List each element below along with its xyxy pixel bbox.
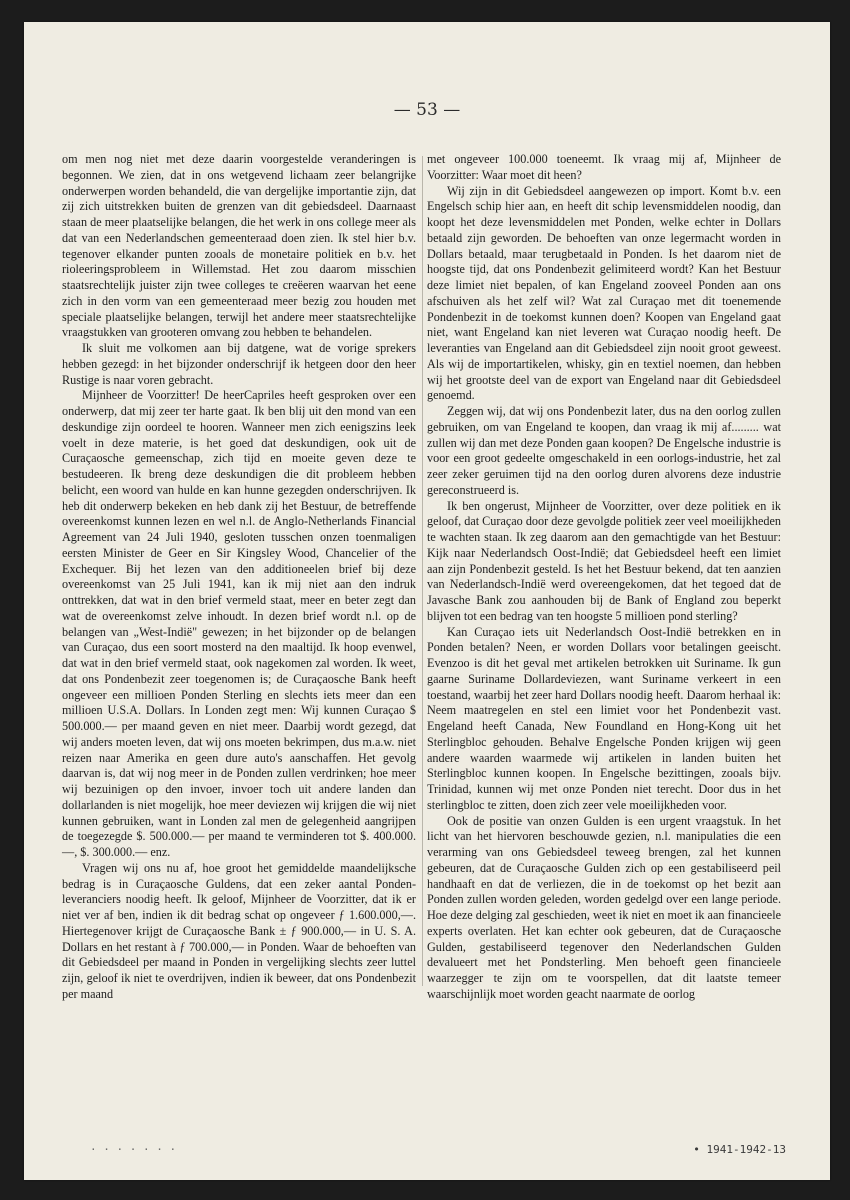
- paragraph: Mijnheer de Voorzitter! De heerCapriles heeft gesproken over een onderwerp, dat mij zeer ter harte gaat. Ik ben blij uit den mond van een deskundige zijn oordeel te hooren. Wanneer men zich eenigszins leek voelt in deze materie, is het goed dat deskundigen, ook uit de Curaçaosche gemeenschap, zich tijd en moeite geven deze te bestudeeren. Ik breng deze deskundigen die dit probleem hebben belicht, een woord van hulde en kan hunne gezegden onderschrijven. Ik heb dit onderwerp bekeken en heb dank zij het Bestuur, de betreffende overeenkomst kunnen lezen en wel n.l. de Anglo-Netherlands Financial Agreement van 24 Juli 1940, gesloten tusschen onzen toenmaligen eersten Minister de Geer en Sir Kingsley Wood, Chancelier of the Exchequer. Bij het lezen van den additioneelen brief bij deze overeenkomst van 25 Juli 1941, kan ik mij niet aan den indruk onttrekken, dat wat in den brief vermeld staat, meer en beter zegt dan wat de overeenkomst zelve inhoudt. In dezen brief wordt n.l. op de belangen van „West-Indië" gewezen; in het bijzonder op de belangen van Curaçao, dus een soort mosterd na den maaltijd. Ik hoop evenwel, dat wat in den brief vermeld staat, ook nagekomen zal worden. Ik weet, dat ons Pondenbezit zeer toegenomen is; de Curaçaosche Bank heeft ongeveer een millioen Ponden Sterling en slechts iets meer dan een millioen U.S.A. Dollars. In Londen zegt men: Wij kunnen Curaçao $ 500.000.— per maand geven en niet meer. Daarbij wordt gezegd, dat wij anders moeten leven, dat wij ons moeten bekrimpen, dus m.a.w. niet reizen naar Amerika en geen dure auto's aanschaffen. Het gevolg daarvan is, dat wij nog meer in de Ponden zullen verdrinken; hoe meer wij bezuinigen op den invoer, invoer toch uit andere landen dan dollarlanden is niet mogelijk, hoe meer deviezen wij krijgen die wij niet kunnen gebruiken, want in Londen zal men de gelegenheid aangrijpen de toegezegde $. 500.000.— per maand te verminderen tot $. 400.000.—, $. 300.000.— enz.: [62, 388, 416, 859]
- paragraph: Ik sluit me volkomen aan bij datgene, wat de vorige sprekers hebben gezegd: in het bijzonder onderschrijf ik hetgeen door den heer Rustige is naar voren gebracht.: [62, 341, 416, 387]
- paragraph: Zeggen wij, dat wij ons Pondenbezit later, dus na den oorlog zullen gebruiken, om van Engeland te koopen, dan vraag ik mij af......... wat zullen wij dan met deze Ponden gaan koopen? De Engelsche industrie is voor een groot gedeelte omgeschakeld in een oorlogs-industrie, het zal zeer zeker geruimen tijd na den oorlog duren alvorens deze industrie gereconstrueerd is.: [427, 404, 781, 497]
- footer-code: • 1941-1942-13: [693, 1143, 786, 1156]
- column-divider: [422, 156, 423, 986]
- page-number: — 53 —: [393, 100, 461, 120]
- paragraph: Wij zijn in dit Gebiedsdeel aangewezen op import. Komt b.v. een Engelsch schip hier aan, en heeft dit schip levensmiddelen noodig, dan koopt het deze levensmiddelen met Ponden, welke echter in Dollars betaald zijn geworden. De behoeften van onze legermacht worden in Dollars betaald, maar terugbetaald in Ponden. Is het daarom niet de hoogste tijd, dat ons Pondenbezit gelimiteerd wordt? Kan het Bestuur deze limiet niet bepalen, of kan Engeland zooveel Ponden aan ons afschuiven als het zelf wil? Wat zal Curaçao met dit toenemende Pondenbezit in de toekomst kunnen doen? Koopen van Engeland gaat niet, want Engeland kan niet leveren wat Curaçao noodig heeft. De leveranties van Engeland aan dit Gebiedsdeel zijn nooit groot geweest. Als wij de importartikelen, whisky, gin en textiel noemen, dan hebben wij het grootste deel van de export van Engeland naar dit Gebiedsdeel genoemd.: [427, 183, 781, 403]
- document-page: [24, 22, 830, 1180]
- left-column: [62, 152, 416, 1003]
- paragraph: Ook de positie van onzen Gulden is een urgent vraagstuk. In het licht van het hiervoren beschouwde gezien, n.l. manipulaties die een verarming van ons Gebiedsdeel teweeg brengen, zal het kunnen gebeuren, dat de Curaçaosche Gulden zich op een gestabiliseerd peil handhaaft en dat de verliezen, die in de toekomst op het bezit aan Ponden zullen worden geleden, worden gedelgd over een lange periode. Hoe deze delging zal geschieden, weet ik niet en moet ik aan financieele experts overlaten. Het kan echter ook gebeuren, dat de Curaçaosche Gulden, gestabiliseerd tegenover den Nederlandschen Gulden devalueert met het Pondsterling. Men behoeft geen financieele waarzegger te zijn om te voorspellen, dat dit laatste temeer waarschijnlijk moet worden geacht naarmate de oorlog: [427, 813, 781, 1001]
- paragraph: met ongeveer 100.000 toeneemt. Ik vraag mij af, Mijnheer de Voorzitter: Waar moet dit heen?: [427, 152, 781, 182]
- paragraph: Kan Curaçao iets uit Nederlandsch Oost-Indië betrekken en in Ponden betalen? Neen, er worden Dollars voor betalingen geeischt. Evenzoo is dit het geval met artikelen betrokken uit Suriname. Ik gun gaarne Suriname Dollardeviezen, want Suriname verkeert in een toestand, waarbij het zeer hard Dollars noodig heeft. Daarom herhaal ik: Neem maatregelen en stel een limiet voor het Pondenbezit vast. Engeland heeft Canada, New Foundland en Hong-Kong uit het Sterlingbloc gehouden. Behalve Engelsche Ponden krijgen wij geen andere waarden waarmede wij artikelen in landen buiten het Sterlingbloc kunnen koopen. In Engelsche bezittingen, zooals bijv. Trinidad, kunnen wij met onze Ponden niet terecht. Door dus in het sterlingbloc te zitten, doen zich zeer vele moeilijkheden voor.: [427, 624, 781, 812]
- paragraph: Ik ben ongerust, Mijnheer de Voorzitter, over deze politiek en ik geloof, dat Curaçao door deze gevolgde politiek zeer veel moeilijkheden te wachten staan. Ik zeg daarom aan den gemachtigde van het Bestuur: Kijk naar Nederlandsch Oost-Indië; dat Gebiedsdeel heeft een limiet aan zijn Pondenbezit gesteld. Is het het Bestuur bekend, dat ten aanzien van Nederlandsch-Indië werd overeengekomen, dat het tegoed dat de Javasche Bank zou aanhouden bij de Bank of England zou beperkt blijven tot een bedrag van ten hoogste 5 millioen pond sterling?: [427, 498, 781, 623]
- footer-marks: · · · · · · ·: [90, 1143, 177, 1156]
- paragraph: Vragen wij ons nu af, hoe groot het gemiddelde maandelijksche bedrag is in Curaçaosche Guldens, dat een zeker aantal Ponden-leveranciers noodig heeft. Ik geloof, Mijnheer de Voorzitter, dat ik er niet ver af ben, indien ik dit bedrag schat op ongeveer ƒ 1.600.000,—. Hiertegenover krijgt de Curaçaosche Bank ± ƒ 900.000,— in U. S. A. Dollars en het restant à ƒ 700.000,— in Ponden. Waar de behoeften van dit Gebiedsdeel per maand in Ponden in vergelijking slechts zeer luttel zijn, geloof ik niet te overdrijven, indien ik beweer, dat ons Pondenbezit per maand: [62, 860, 416, 1001]
- paragraph: om men nog niet met deze daarin voorgestelde veranderingen is begonnen. We zien, dat in ons wetgevend lichaam zeer belangrijke onderwerpen worden behandeld, die van dergelijke importantie zijn, dat zij zich uitstrekken buiten de grenzen van dit gebiedsdeel. Daarnaast staan de meer plaatselijke belangen, die het werk in ons college meer als dat van een Nederlandschen gemeenteraad doen zien. Ik stel hier b.v. tegenover elkander punten zooals de monetaire politiek en b.v. het rioleeringsprobleem in Willemstad. Het zou daarom misschien staatsrechtelijk juister zijn twee colleges te creëeren waarvan het eene zich in den vorm van een gemeenteraad meer bezig zou houden met speciale plaatselijke belangen, terwijl het andere meer staatsrechtelijke vraagstukken van grooteren omvang zou hebben te behandelen.: [62, 152, 416, 340]
- right-column: [427, 152, 781, 1003]
